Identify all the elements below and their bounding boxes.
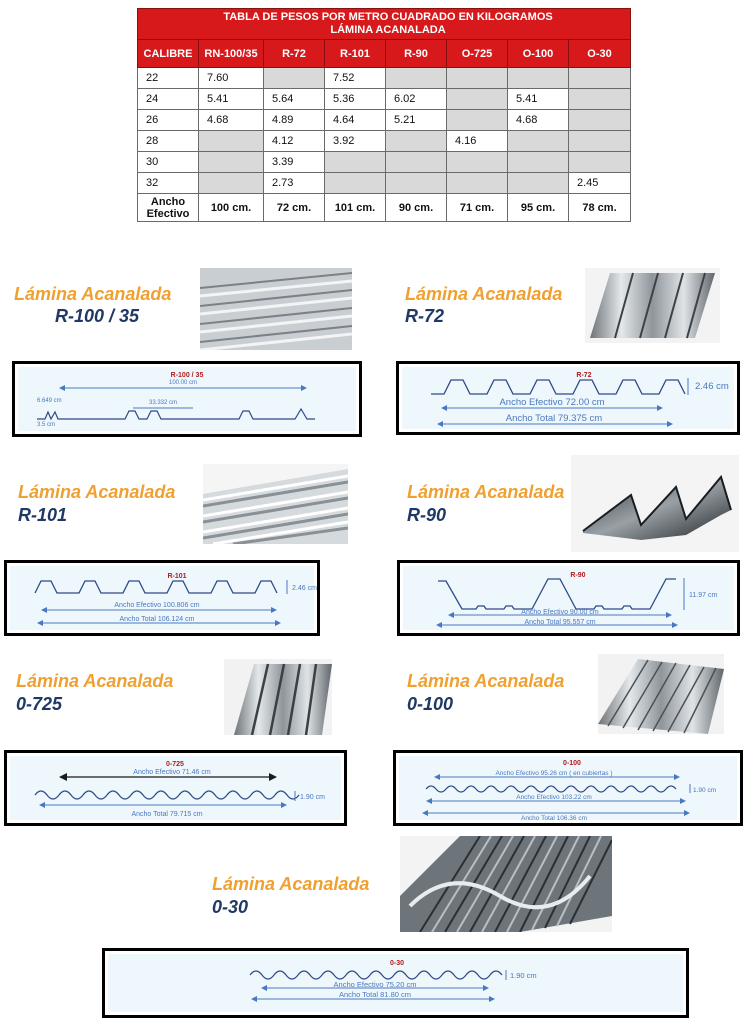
table-cell: 3.92 — [325, 131, 386, 152]
profile-diagram — [4, 750, 347, 826]
product-photo — [200, 268, 352, 350]
diagram-title: 0-30 — [389, 960, 405, 967]
product-photo — [571, 455, 739, 552]
header-cell: O-100 — [508, 40, 569, 68]
footer-cell: 100 cm. — [199, 194, 264, 222]
diagram-title: R-101 — [167, 573, 187, 580]
table-cell — [325, 173, 386, 194]
table-cell: 4.12 — [264, 131, 325, 152]
table-cell: 5.41 — [199, 89, 264, 110]
header-cell: R-72 — [264, 40, 325, 68]
footer-cell: 90 cm. — [386, 194, 447, 222]
product-heading: Lámina Acanalada — [16, 671, 174, 691]
table-cell: 5.64 — [264, 89, 325, 110]
table-cell — [569, 152, 631, 173]
diagram-title: R-100 / 35 — [170, 372, 204, 379]
dim-label: Ancho Efectivo 72.00 cm — [499, 397, 605, 408]
product-model: R-72 — [405, 306, 445, 326]
table-cell — [386, 152, 447, 173]
table-cell — [569, 68, 631, 89]
table-cell — [447, 152, 508, 173]
table-header-row — [138, 40, 631, 68]
table-cell: 30 — [138, 152, 199, 173]
product-model: 0-100 — [407, 694, 454, 714]
table-cell: 5.41 — [508, 89, 569, 110]
product-heading: Lámina Acanalada — [407, 482, 565, 502]
table-cell — [508, 131, 569, 152]
dim-label: Ancho Efectivo 90.00 cm — [521, 609, 599, 616]
table-cell — [386, 68, 447, 89]
dim-label: 3.5 cm — [37, 422, 56, 428]
table-cell — [447, 110, 508, 131]
product-photo — [598, 654, 724, 734]
footer-cell: 95 cm. — [508, 194, 569, 222]
product-photo — [203, 464, 348, 544]
table-title-line1: TABLA DE PESOS POR METRO CUADRADO EN KILOGRAMOS — [223, 11, 553, 23]
table-row — [138, 89, 631, 110]
table-cell — [508, 173, 569, 194]
diagram-title: R-90 — [570, 572, 586, 579]
table-cell — [199, 131, 264, 152]
profile-diagram — [397, 560, 740, 636]
table-cell: 22 — [138, 68, 199, 89]
table-title — [138, 9, 631, 40]
table-row — [138, 131, 631, 152]
weight-table — [137, 8, 631, 222]
footer-cell: 72 cm. — [264, 194, 325, 222]
profile-diagram — [396, 361, 740, 435]
header-cell: O-725 — [447, 40, 508, 68]
table-cell: 5.36 — [325, 89, 386, 110]
table-cell: 4.68 — [508, 110, 569, 131]
table-row — [138, 173, 631, 194]
product-heading: Lámina Acanalada — [407, 671, 565, 691]
product-heading: Lámina Acanalada — [14, 284, 172, 304]
footer-cell: 101 cm. — [325, 194, 386, 222]
product-heading: Lámina Acanalada — [18, 482, 176, 502]
footer-label-line2: Efectivo — [146, 207, 190, 220]
footer-cell: 78 cm. — [569, 194, 631, 222]
table-cell — [447, 89, 508, 110]
dim-label: Ancho Efectivo 103.22 cm — [516, 794, 592, 801]
dim-label: Ancho Total 79.715 cm — [131, 811, 203, 818]
header-cell: R-90 — [386, 40, 447, 68]
product-photo — [400, 836, 612, 932]
table-row — [138, 152, 631, 173]
table-cell — [447, 173, 508, 194]
table-cell — [199, 173, 264, 194]
table-cell: 26 — [138, 110, 199, 131]
table-cell — [569, 89, 631, 110]
table-cell: 3.39 — [264, 152, 325, 173]
dim-label: 1.90 cm — [693, 787, 717, 794]
profile-diagram — [12, 361, 362, 437]
table-cell: 6.02 — [386, 89, 447, 110]
table-cell: 5.21 — [386, 110, 447, 131]
table-cell: 4.64 — [325, 110, 386, 131]
dim-label: 1.90 cm — [300, 794, 325, 801]
table-cell: 4.68 — [199, 110, 264, 131]
dim-label: 11.97 cm — [689, 592, 718, 599]
profile-diagram — [102, 948, 689, 1018]
table-cell — [508, 68, 569, 89]
table-cell — [569, 110, 631, 131]
dim-label: Ancho Efectivo 71.46 cm — [133, 769, 211, 776]
header-cell: O-30 — [569, 40, 631, 68]
dim-label: Ancho Total 106.124 cm — [119, 616, 195, 623]
dim-label: Ancho Efectivo 100.806 cm — [114, 602, 200, 609]
table-cell: 28 — [138, 131, 199, 152]
dim-label: 100.00 cm — [168, 380, 198, 386]
table-cell: 7.52 — [325, 68, 386, 89]
table-title-line2: LÁMINA ACANALADA — [330, 24, 446, 36]
table-cell: 4.89 — [264, 110, 325, 131]
profile-diagram — [393, 750, 743, 826]
product-photo — [224, 659, 332, 735]
table-cell — [447, 68, 508, 89]
table-cell: 2.45 — [569, 173, 631, 194]
table-row — [138, 68, 631, 89]
table-cell: 24 — [138, 89, 199, 110]
table-cell: 32 — [138, 173, 199, 194]
dim-label: 6.649 cm — [37, 398, 62, 404]
product-model: R-100 / 35 — [55, 306, 140, 326]
table-row — [138, 110, 631, 131]
product-heading: Lámina Acanalada — [405, 284, 563, 304]
header-cell: RN-100/35 — [199, 40, 264, 68]
dim-label: 2.46 cm — [695, 381, 729, 392]
table-cell: 2.73 — [264, 173, 325, 194]
table-cell — [264, 68, 325, 89]
dim-label: Ancho Efectivo 75.20 cm — [333, 980, 417, 989]
dim-label: Ancho Total 81.80 cm — [339, 990, 411, 999]
diagram-title: R-72 — [576, 372, 592, 379]
footer-label — [138, 194, 199, 222]
dim-label: Ancho Total 95.557 cm — [524, 619, 596, 626]
product-model: R-101 — [18, 505, 68, 525]
footer-cell: 71 cm. — [447, 194, 508, 222]
header-cell: CALIBRE — [138, 40, 199, 68]
product-model: 0-30 — [212, 897, 249, 917]
table-cell — [325, 152, 386, 173]
table-cell: 7.60 — [199, 68, 264, 89]
table-cell — [386, 131, 447, 152]
dim-label: Ancho Total 106.36 cm — [520, 815, 588, 822]
diagram-title: 0-100 — [563, 760, 581, 767]
profile-diagram — [4, 560, 320, 636]
dim-label: 1.90 cm — [510, 971, 537, 980]
table-cell — [569, 131, 631, 152]
header-cell: R-101 — [325, 40, 386, 68]
dim-label: Ancho Efectivo 95.26 cm ( en cubiertas ) — [495, 770, 613, 777]
table-cell — [199, 152, 264, 173]
table-cell — [386, 173, 447, 194]
dim-label: 2.46 cm — [292, 585, 317, 592]
product-heading: Lámina Acanalada — [212, 874, 370, 894]
product-model: 0-725 — [16, 694, 63, 714]
product-photo — [585, 268, 720, 343]
table-cell: 4.16 — [447, 131, 508, 152]
product-model: R-90 — [407, 505, 447, 525]
diagram-title: 0-725 — [166, 761, 184, 768]
table-cell — [508, 152, 569, 173]
dim-label: Ancho Total 79.375 cm — [505, 413, 603, 424]
footer-label-line1: Ancho — [150, 195, 186, 208]
table-footer-row — [138, 194, 631, 222]
dim-label: 33.332 cm — [148, 400, 178, 406]
